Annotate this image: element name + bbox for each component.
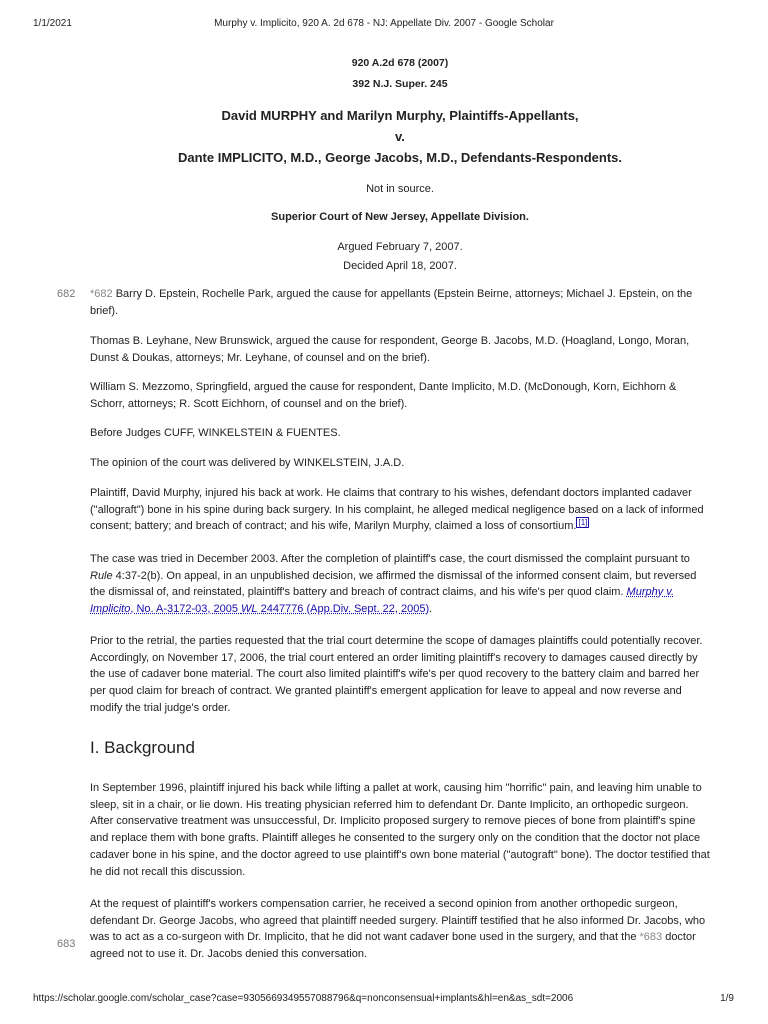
rule-word: Rule	[90, 569, 113, 582]
citation-a2d: 920 A.2d 678 (2007)	[351, 57, 449, 69]
page-marker-682[interactable]: *682	[90, 288, 113, 300]
paragraph-background-2	[90, 896, 712, 963]
proc-text-b: 4:37-2(b). On appeal, in an unpublished decision, we affirmed the dismissal of the informed consent claim, but reversed the dismissal of, and reinstated, plaintiff's battery and breach of contract claims, and his wife's per quod claim.	[90, 569, 697, 599]
paragraph-procedural-history	[90, 551, 712, 618]
proc-text-end: .	[429, 603, 433, 616]
paragraph-facts-summary	[90, 485, 712, 535]
court-name: Superior Court of New Jersey, Appellate Division.	[271, 211, 529, 223]
counsel-appellants	[90, 286, 712, 319]
opinion-author: The opinion of the court was delivered by WINKELSTEIN, J.A.D.	[90, 457, 405, 469]
gutter-page-683: 683	[57, 938, 76, 950]
proc-text-a: The case was tried in December 2003. After the completion of plaintiff's case, the court dismissed the complaint pursuant to	[90, 553, 690, 565]
print-date: 1/1/2021	[33, 18, 72, 29]
case-link-wl[interactable]: WL	[241, 603, 258, 616]
print-page-number: 1/9	[720, 993, 734, 1004]
counsel-implicito: William S. Mezzomo, Springfield, argued the cause for respondent, Dante Implicito, M.D. (McDonough, Korn, Eichhorn & Schorr, attorneys; R. Scott Eichhorn, of counsel and on the brief).	[90, 381, 677, 410]
section-heading-background: I. Background	[90, 738, 195, 757]
footnote-link-1[interactable]: [1]	[578, 517, 588, 527]
background-2-text-b: doctor agreed not to use it. Dr. Jacobs denied this conversation.	[90, 931, 696, 961]
background-2-text-a: At the request of plaintiff's workers compensation carrier, he received a second opinion from another orthopedic surgeon, defendant Dr. George Jacobs, who agreed that plaintiff needed surgery. Plaintiff testified that he also informed Dr. Jacobs, who was to act as a co-surgeon with Dr. Implicito, that he did not want cadaver bone used in the surgery, and that the	[90, 898, 706, 944]
judges-line: Before Judges CUFF, WINKELSTEIN & FUENTES.	[90, 427, 341, 439]
counsel-jacobs: Thomas B. Leyhane, New Brunswick, argued the cause for respondent, George B. Jacobs, M.D. (Hoagland, Longo, Moran, Dunst & Doukas, attorneys; Mr. Leyhane, of counsel and on the brief).	[90, 335, 690, 364]
not-in-source: Not in source.	[366, 183, 434, 195]
paragraph-retrial: Prior to the retrial, the parties requested that the trial court determine the scope of damages plaintiffs could potentially recover. Accordingly, on November 17, 2006, the trial court entered an order limiting plaintiff's recovery to damages caused directly by the use of cadaver bone material. The court also limited plaintiff's wife's per quod recovery to the battery claim and barred her per quod claim for breach of contract. We granted plaintiff's emergent application for leave to appeal and now reverse and modify the trial judge's order.	[90, 635, 703, 714]
case-link-citation-b[interactable]: 2447776 (App.Div. Sept. 22, 2005)	[257, 603, 430, 616]
case-link-citation-a[interactable]: , No. A-3172-03, 2005	[130, 603, 242, 616]
versus-line: v.	[395, 129, 405, 144]
print-title: Murphy v. Implicito, 920 A. 2d 678 - NJ: Appellate Div. 2007 - Google Scholar	[214, 18, 554, 29]
counsel-appellants-text: Barry D. Epstein, Rochelle Park, argued the cause for appellants (Epstein Beirne, attorneys; Michael J. Epstein, on the brief).	[90, 288, 693, 317]
plaintiffs-line: David MURPHY and Marilyn Murphy, Plaintiffs-Appellants,	[221, 108, 579, 123]
defendants-line: Dante IMPLICITO, M.D., George Jacobs, M.D., Defendants-Respondents.	[178, 150, 622, 165]
gutter-page-682: 682	[57, 288, 76, 300]
paragraph-background-1: In September 1996, plaintiff injured his back while lifting a pallet at work, causing him "horrific" pain, and leaving him unable to sleep, sit in a chair, or lie down. His treating physician referred him to defendant Dr. Dante Implicito, an orthopedic surgeon. After conservative treatment was unsuccessful, Dr. Implicito proposed surgery to remove pieces of bone from plaintiff's spine and replace them with bone grafts. Plaintiff alleges he consented to the surgery only on the condition that the doctor not place cadaver bone in his spine, and the doctor agreed to use plaintiff's own bone material ("autograft" bone). The doctor testified that he did not recall this discussion.	[90, 782, 710, 878]
print-url: https://scholar.google.com/scholar_case?case=9305669349557088796&q=nonconsensual+implants&hl=en&as_sdt=2006	[33, 993, 574, 1004]
argued-date: Argued February 7, 2007.	[337, 241, 463, 253]
paragraph-facts-text: Plaintiff, David Murphy, injured his back at work. He claims that contrary to his wishes, defendant doctors implanted cadaver ("allograft") bone in his spine during back surgery. In his complaint, he alleged medical negligence based on a lack of informed consent; battery; and breach of contract; and his wife, Marilyn Murphy, claimed a loss of consortium.	[90, 487, 704, 533]
page-marker-683[interactable]: *683	[639, 931, 663, 944]
case-link-murphy[interactable]: Murphy v. Implicito	[90, 586, 675, 616]
citation-njsuper: 392 N.J. Super. 245	[352, 78, 448, 90]
decided-date: Decided April 18, 2007.	[343, 260, 457, 272]
